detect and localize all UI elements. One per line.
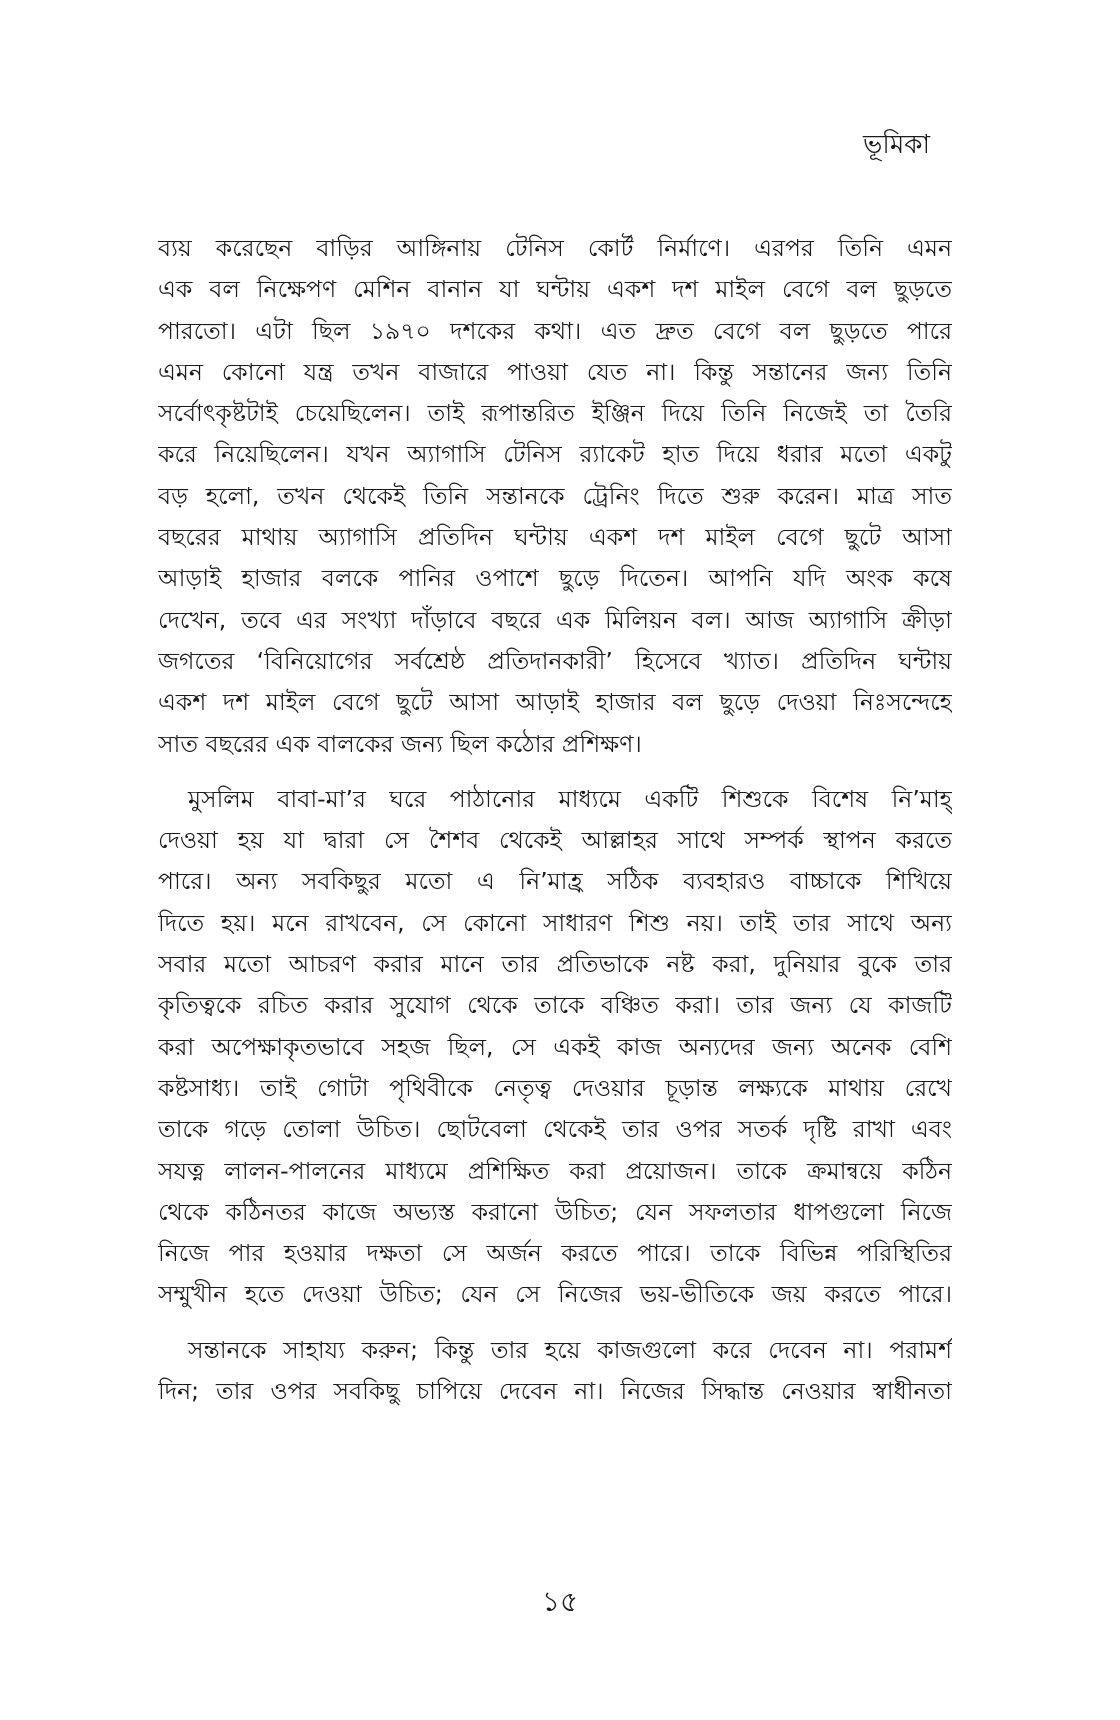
text-line: সর্বোৎকৃষ্টটাই চেয়েছিলেন। তাই রূপান্তরিত ইঞ্জিন দিয়ে তিনি নিজেই তা তৈরি <box>158 399 952 428</box>
text-line: করে নিয়েছিলেন। যখন অ্যাগাসি টেনিস র‍্যাকেট হাত দিয়ে ধরার মতো একটু <box>158 440 952 469</box>
text-line: কৃতিত্বকে রচিত করার সুযোগ থেকে তাকে বঞ্চিত করা। তার জন্য যে কাজটি <box>158 991 952 1020</box>
text-line: দেখেন, তবে এর সংখ্যা দাঁড়াবে বছরে এক মিলিয়ন বল। আজ অ্যাগাসি ক্রীড়া <box>158 605 952 634</box>
text-line: আড়াই হাজার বলকে পানির ওপাশে ছুড়ে দিতেন। আপনি যদি অংক কষে <box>158 564 952 593</box>
paragraph-3 <box>158 1330 952 1413</box>
text-line: সযত্ন লালন-পালনের মাধ্যমে প্রশিক্ষিত করা প্রয়োজন। তাকে ক্রমান্বয়ে কঠিন <box>158 1156 952 1185</box>
text-line: তাকে গড়ে তোলা উচিত। ছোটবেলা থেকেই তার ওপর সতর্ক দৃষ্টি রাখা এবং <box>158 1115 952 1144</box>
text-line: দেওয়া হয় যা দ্বারা সে শৈশব থেকেই আল্লাহর সাথে সম্পর্ক স্থাপন করতে <box>158 826 952 855</box>
text-line: একশ দশ মাইল বেগে ছুটে আসা আড়াই হাজার বল ছুড়ে দেওয়া নিঃসন্দেহে <box>158 688 952 717</box>
text-line: কষ্টসাধ্য। তাই গোটা পৃথিবীকে নেতৃত্ব দেওয়ার চূড়ান্ত লক্ষ্যকে মাথায় রেখে <box>158 1073 952 1102</box>
text-line-last: সাত বছরের এক বালকের জন্য ছিল কঠোর প্রশিক্ষণ। <box>158 729 642 758</box>
text-line: দিন; তার ওপর সবকিছু চাপিয়ে দেবেন না। নিজের সিদ্ধান্ত নেওয়ার স্বাধীনতা <box>158 1377 952 1406</box>
text-line: নিজে পার হওয়ার দক্ষতা সে অর্জন করতে পারে। তাকে বিভিন্ন পরিস্থিতির <box>158 1239 952 1268</box>
paragraph-2 <box>158 779 952 1316</box>
text-line: করা অপেক্ষাকৃতভাবে সহজ ছিল, সে একই কাজ অন্যদের জন্য অনেক বেশি <box>158 1032 952 1061</box>
text-line-first: সন্তানকে সাহায্য করুন; কিন্তু তার হয়ে কাজগুলো করে দেবেন না। পরামর্শ <box>188 1335 952 1364</box>
text-line: দিতে হয়। মনে রাখবেন, সে কোনো সাধারণ শিশু নয়। তাই তার সাথে অন্য <box>158 908 952 937</box>
body-text <box>158 228 952 1426</box>
text-line: বছরের মাথায় অ্যাগাসি প্রতিদিন ঘন্টায় একশ দশ মাইল বেগে ছুটে আসা <box>158 523 952 552</box>
text-line: বড় হলো, তখন থেকেই তিনি সন্তানকে ট্রেনিং দিতে শুরু করেন। মাত্র সাত <box>158 481 952 510</box>
paragraph-1 <box>158 228 952 765</box>
page-number: ১৫ <box>541 1585 579 1618</box>
text-line: পারে। অন্য সবকিছুর মতো এ নি’মাহ্র সঠিক ব্যবহারও বাচ্চাকে শিখিয়ে <box>158 867 952 896</box>
text-line: ব্যয় করেছেন বাড়ির আঙ্গিনায় টেনিস কোর্ট নির্মাণে। এরপর তিনি এমন <box>158 234 952 262</box>
text-line: এমন কোনো যন্ত্র তখন বাজারে পাওয়া যেত না। কিন্তু সন্তানের জন্য তিনি <box>158 357 952 386</box>
text-line: সম্মুখীন হতে দেওয়া উচিত; যেন সে নিজের ভয়-ভীতিকে জয় করতে পারে। <box>158 1280 952 1309</box>
text-line-first: মুসলিম বাবা-মা’র ঘরে পাঠানোর মাধ্যমে একটি শিশুকে বিশেষ নি’মাহ্ <box>188 784 952 813</box>
text-line: সবার মতো আচরণ করার মানে তার প্রতিভাকে নষ্ট করা, দুনিয়ার বুকে তার <box>158 950 952 979</box>
text-line: এক বল নিক্ষেপণ মেশিন বানান যা ঘন্টায় একশ দশ মাইল বেগে বল ছুড়তে <box>158 275 952 304</box>
text-line: পারতো। এটা ছিল ১৯৭০ দশকের কথা। এত দ্রুত বেগে বল ছুড়তে পারে <box>158 316 952 345</box>
text-line: থেকে কঠিনতর কাজে অভ্যস্ত করানো উচিত; যেন সফলতার ধাপগুলো নিজে <box>158 1197 952 1226</box>
text-line: জগতের ‘বিনিয়োগের সর্বশ্রেষ্ঠ প্রতিদানকারী’ হিসেবে খ্যাত। প্রতিদিন ঘন্টায় <box>158 646 952 675</box>
running-header-chapter-title: ভূমিকা <box>863 130 930 160</box>
